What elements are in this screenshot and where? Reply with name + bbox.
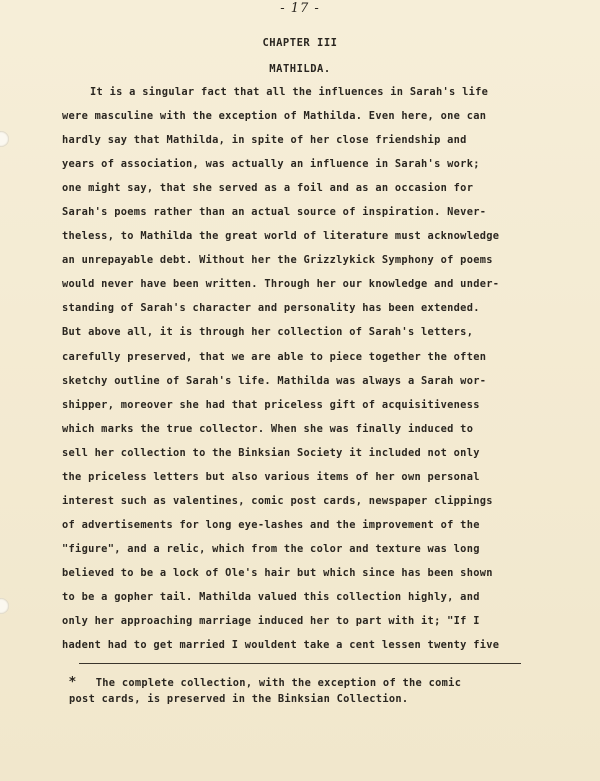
text-line: hadent had to get married I wouldent take a cent lessen twenty five [62,639,500,652]
text-line: sketchy outline of Sarah's life. Mathilda was always a Sarah wor- [62,374,487,387]
text-line: But above all, it is through her collection of Sarah's letters, [62,326,474,339]
text-line: theless, to Mathilda the great world of literature must acknowledge [62,230,500,243]
text-line: to be a gopher tail. Mathilda valued this collection highly, and [62,590,480,603]
text-line: only her approaching marriage induced her to part with it; "If I [62,615,480,628]
footnote-line: post cards, is preserved in the Binksian Collection. [69,693,409,705]
footnote-line [69,675,539,691]
page-number: - 17 - [280,1,320,16]
text-line: would never have been written. Through her our knowledge and under- [62,278,500,291]
footnote-divider [79,663,521,664]
text-line: the priceless letters but also various items of her own personal [62,470,480,483]
text-line: one might say, that she served as a foil and as an occasion for [62,182,474,195]
text-line: believed to be a lock of Ole's hair but which since has been shown [62,566,493,579]
chapter-subtitle: MATHILDA. [269,63,331,75]
text-line: carefully preserved, that we are able to piece together the often [62,350,487,363]
footnote-asterisk: * [69,675,77,690]
text-line: which marks the true collector. When she was finally induced to [62,422,474,435]
footnote [69,675,539,707]
text-line: shipper, moreover she had that priceless gift of acquisitiveness [62,398,480,411]
text-line: standing of Sarah's character and personality has been extended. [62,302,480,315]
text-line: sell her collection to the Binksian Society it included not only [62,446,480,459]
text-line: It is a singular fact that all the influences in Sarah's life [90,86,489,98]
text-line: of advertisements for long eye-lashes and the improvement of the [62,518,480,531]
text-line: hardly say that Mathilda, in spite of her close friendship and [62,134,467,147]
chapter-heading: CHAPTER III [262,37,338,49]
text-line: Sarah's poems rather than an actual source of inspiration. Never- [62,206,487,219]
punch-hole [0,598,9,614]
text-line: "figure", and a relic, which from the color and texture was long [62,542,480,555]
text-line: were masculine with the exception of Mathilda. Even here, one can [62,110,487,123]
text-line: years of association, was actually an influence in Sarah's work; [62,158,480,171]
text-line: an unrepayable debt. Without her the Grizzlykick Symphony of poems [62,254,493,267]
body-text [62,80,542,657]
punch-hole [0,131,9,147]
text-line: interest such as valentines, comic post cards, newspaper clippings [62,494,493,507]
footnote-text: The complete collection, with the exception of the comic [95,677,462,689]
